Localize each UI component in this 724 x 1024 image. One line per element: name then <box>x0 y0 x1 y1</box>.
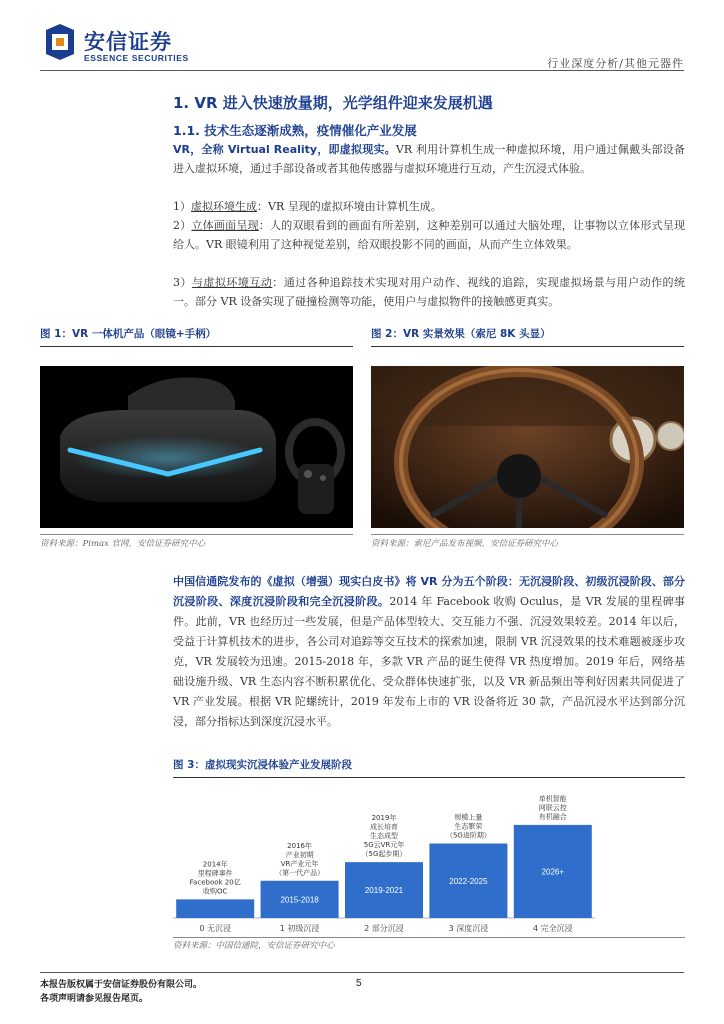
figure-3-source: 资料来源：中国信通院，安信证券研究中心 <box>173 941 335 951</box>
vr-headset-image <box>40 366 353 528</box>
figure-1-caption: 图 1：VR 一体机产品（眼镜+手柄） <box>40 328 217 340</box>
report-category: 行业深度分析/其他元器件 <box>547 57 684 70</box>
chart-bar-label: 2022-2025 <box>449 876 488 886</box>
point-3-text: ：通过各种追踪技术实现对用户动作、视线的追踪，实现虚拟场景与用户动作的统一。部分 VR 设备实现了碰撞检测等功能，使用户与虚拟物件的接触感更真实。 <box>173 276 685 308</box>
paragraph-point-1 <box>173 197 685 216</box>
paragraph-point-3 <box>173 273 685 311</box>
chart-annotation: 2014年 <box>202 860 228 869</box>
chart-tick-label: 2 部分沉浸 <box>364 924 404 933</box>
chart-bar-label: 2026+ <box>541 867 565 877</box>
chart-annotation: 成长培育 <box>370 823 398 832</box>
chart-bar-label: 2019-2021 <box>364 886 404 896</box>
company-logo <box>42 24 192 68</box>
chart-annotation: 有机融合 <box>538 812 567 821</box>
logo-text-cn: 安信证券 <box>84 30 172 54</box>
figure-2-caption: 图 2：VR 实景效果（索尼 8K 头显） <box>371 328 551 340</box>
steering-wheel-illustration <box>371 366 684 528</box>
vr-scene-image <box>371 366 684 528</box>
vr-stage-chart <box>173 780 595 938</box>
chart-bar-label: 2015-2018 <box>280 895 319 905</box>
chart-annotation: 产业初期 <box>285 850 314 859</box>
chart-annotation: 5G云VR元年 <box>363 841 405 850</box>
chart-annotation: Facebook 20亿 <box>189 878 241 887</box>
stages-bold: 中国信通院发布的《虚拟（增强）现实白皮书》将 VR 分为五个阶段：无沉浸阶段、初级沉浸阶段、部分沉浸阶段、深度沉浸阶段和完全沉浸阶段。 <box>173 575 685 608</box>
chart-annotation: （5G起步期） <box>361 850 407 859</box>
footer-divider <box>40 972 684 973</box>
subsection-heading: 1.1. 技术生态逐渐成熟，疫情催化产业发展 <box>173 123 417 138</box>
footer-disclaimer: 各项声明请参见报告尾页。 <box>40 994 149 1004</box>
chart-annotation: （第一代产品） <box>275 868 325 877</box>
point-1-prefix: 1） <box>173 200 191 213</box>
chart-annotation: （5G进阶期） <box>445 831 491 840</box>
chart-bar <box>176 899 254 918</box>
logo-mark-icon <box>42 24 78 60</box>
intro-bold: VR，全称 Virtual Reality，即虚拟现实。 <box>173 143 396 156</box>
chart-annotation: VR产业元年 <box>280 859 319 868</box>
chart-annotation: 单机智能 <box>538 794 567 803</box>
figure-3-source-rule <box>173 937 685 938</box>
figure-2-source-rule <box>371 534 684 535</box>
chart-annotation: 网联云控 <box>538 803 567 812</box>
figure-1-source-rule <box>40 534 353 535</box>
footer-copyright: 本报告版权属于安信证券股份有限公司。 <box>40 980 203 990</box>
page-number: 5 <box>356 978 362 989</box>
section-heading: 1. VR 进入快速放量期，光学组件迎来发展机遇 <box>173 94 493 112</box>
chart-annotation: 2019年 <box>371 814 397 823</box>
point-2-prefix: 2） <box>173 219 192 232</box>
point-3-term: 与虚拟环境互动 <box>191 276 273 289</box>
chart-tick-label: 3 深度沉浸 <box>448 924 489 933</box>
point-2-text: ：人的双眼看到的画面有所差别，这种差别可以通过大脑处理，让事物以立体形式呈现给人。VR 眼镜利用了这种视觉差别，给双眼投影不同的画面，从而产生立体效果。 <box>173 219 686 251</box>
intro-text: VR 利用计算机生成一种虚拟环境，用户通过佩戴头部设备进入虚拟环境，通过手部设备或者其他传感器与虚拟环境进行互动，产生沉浸式体验。 <box>173 143 685 175</box>
chart-tick-label: 4 完全沉浸 <box>532 924 573 933</box>
point-1-text: ：VR 呈现的虚拟环境由计算机生成。 <box>257 200 442 213</box>
point-3-prefix: 3） <box>173 276 192 289</box>
header-divider <box>40 70 684 71</box>
paragraph-intro <box>173 140 685 178</box>
figure-2-rule <box>371 346 684 347</box>
chart-annotation: 里程碑事件 <box>197 869 233 878</box>
chart-annotation: 生态成型 <box>370 832 398 841</box>
point-2-term: 立体画面呈现 <box>191 219 259 232</box>
chart-tick-label: 1 初级沉浸 <box>279 924 320 933</box>
chart-tick-label: 0 无沉浸 <box>199 924 232 933</box>
paragraph-stages <box>173 572 685 732</box>
chart-annotation: 生态繁荣 <box>454 822 483 831</box>
vr-headset-illustration <box>40 366 353 528</box>
chart-annotation: 收购OC <box>202 887 228 896</box>
chart-annotation: 规模上量 <box>454 813 483 822</box>
figure-1-source: 资料来源：Pimax 官网，安信证券研究中心 <box>40 539 206 549</box>
logo-text-en: ESSENCE SECURITIES <box>84 53 189 63</box>
figure-2-source: 资料来源：索尼产品发布视频，安信证券研究中心 <box>371 539 559 549</box>
figure-3-rule <box>173 777 685 778</box>
paragraph-point-2 <box>173 216 685 254</box>
figure-3-caption: 图 3：虚拟现实沉浸体验产业发展阶段 <box>173 759 352 771</box>
figure-1-rule <box>40 346 353 347</box>
chart-annotation: 2016年 <box>287 841 313 850</box>
point-1-term: 虚拟环境生成 <box>191 200 257 213</box>
stages-text: 2014 年 Facebook 收购 Oculus，是 VR 发展的里程碑事件。此前，VR 也经历过一些发展，但是产品体型较大、交互能力不强、沉浸效果较差。2014 年以后，受益于计算机技术的进步，各公司对追踪等交互技术的探索加速，限制 VR 沉浸效果的技术难题被逐步攻克，VR 发展较为迅速。2015-2018 年，多款 VR 产品的诞生使得 VR 热度增加。2019 年后，网络基础设施升级、VR 生态内容不断积累优化、受众群体快速扩张，以及 VR 新品频出等利好因素共同促进了 VR 产业发展。根据 VR 陀螺统计，2019 年发布上市的 VR 设备将近 30 款，产品沉浸水平达到部分沉浸，部分指标达到深度沉浸水平。 <box>173 595 686 728</box>
